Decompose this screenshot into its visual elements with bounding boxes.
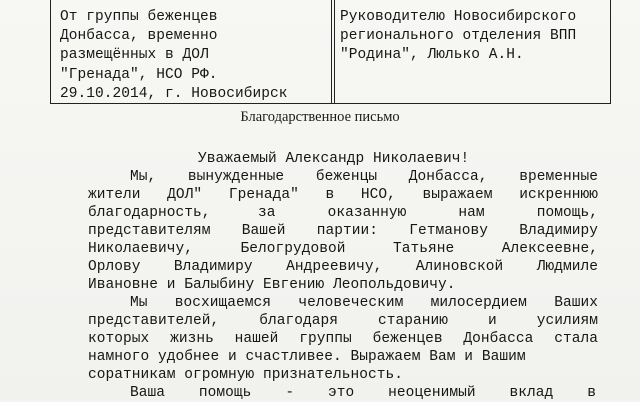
p1-line-4-word-1: представителям [88, 223, 211, 239]
p1-line-4-word-3: партии: [316, 223, 378, 239]
p2-line-1-word-3: человеческим [298, 295, 404, 311]
p2-line-3-word-2: жизнь [170, 331, 214, 347]
header-divider [331, 0, 335, 103]
p1-line-6 [88, 258, 598, 276]
p1-line-1-word-4: Донбасса, [408, 169, 488, 185]
p1-line-7: Ивановне и Балыбину Евгению Леопольдовичу. [88, 277, 456, 293]
p1-line-4-word-4: Гетманову [409, 223, 488, 239]
p1-line-6-word-2: Владимиру [173, 259, 253, 275]
p2-line-2-word-4: и [487, 313, 497, 329]
p2-line-2-word-5: усилиям [536, 313, 598, 329]
p2-line-1 [130, 294, 598, 312]
p2-line-3-word-5: беженцев [372, 331, 443, 347]
p2-line-3-word-1: которых [88, 331, 150, 347]
p1-line-6-word-3: Андреевичу, [286, 259, 383, 275]
p2-line-2 [88, 312, 598, 330]
p2-line-2-word-1: представителей, [88, 313, 220, 329]
p1-line-6-word-1: Орлову [88, 259, 141, 275]
p3-line-1 [130, 384, 596, 402]
p1-line-2-word-4: в [325, 187, 335, 203]
p1-line-2-word-7: искреннюю [519, 187, 598, 203]
p2-line-1-word-2: восхищаемся [174, 295, 272, 311]
p1-line-3-word-4: помощь, [536, 205, 598, 221]
p1-line-3-start: благодарность, [88, 205, 211, 221]
p1-line-2-word-3: Гренада" [228, 187, 299, 203]
p2-line-3 [88, 330, 598, 348]
p1-line-6-word-5: Людмиле [536, 259, 598, 275]
p1-line-2 [88, 186, 598, 204]
p2-line-2-word-2: благодаря [259, 313, 339, 329]
header-table [50, 0, 611, 104]
p3-line-1-word-5: неоценимый [388, 385, 476, 401]
p1-line-1-word-1: Мы, [130, 169, 157, 185]
sender-line-5: 29.10.2014, г. Новосибирск [60, 85, 288, 102]
recipient-cell [340, 8, 576, 66]
sender-line-2: Донбасса, временно [60, 28, 218, 45]
p3-line-1-word-7: в [587, 385, 596, 401]
recipient-line-2: регионального отделения ВПП [340, 28, 577, 45]
p1-line-1-word-2: вынужденные [187, 169, 285, 185]
p1-line-2-word-1: жители [88, 187, 141, 203]
recipient-line-1: Руководителю Новосибирского [340, 9, 577, 25]
p1-line-3-word-1: за [258, 205, 276, 221]
p3-line-1-word-3: - [285, 385, 295, 401]
p1-line-3-word-2: оказанную [327, 205, 407, 221]
p1-line-1-word-5: временные [519, 169, 598, 185]
p1-line-4-word-2: Вашей [241, 223, 286, 239]
p3-line-1-word-4: это [327, 385, 355, 401]
sender-line-4: "Гренада", НСО РФ. [60, 66, 218, 83]
p3-line-1-word-2: помощь [198, 385, 252, 401]
p1-line-5-word-4: Алексеевне, [501, 241, 598, 257]
p1-line-3-rest [258, 204, 598, 222]
p1-line-1 [130, 168, 598, 186]
sender-cell [60, 8, 288, 104]
salutation: Уважаемый Александр Николаевич! [198, 151, 470, 167]
p1-line-5 [88, 240, 598, 258]
p2-line-1-word-5: Ваших [554, 295, 598, 311]
p2-line-2-word-3: старанию [377, 313, 448, 329]
p2-line-1-word-4: милосердием [430, 295, 527, 311]
document-title: Благодарственное письмо [240, 109, 400, 125]
p2-line-5: соратникам огромную признательность. [88, 367, 404, 383]
p1-line-2-word-6: выражаем [422, 187, 493, 203]
p2-line-3-word-6: Донбасса [463, 331, 534, 347]
p2-line-3-word-4: группы [299, 331, 352, 347]
p3-line-1-word-6: вклад [509, 385, 554, 401]
sender-line-3: размещённых в ДОЛ [60, 47, 209, 64]
p1-line-2-word-5: НСО, [360, 187, 396, 203]
p2-line-1-word-1: Мы [130, 295, 148, 311]
p2-line-3-word-7: стала [554, 331, 598, 347]
p1-line-4-word-5: Владимиру [519, 223, 598, 239]
p1-line-3-word-3: нам [458, 205, 485, 221]
p1-line-5-word-1: Николаевичу, [88, 241, 194, 257]
p2-line-4: намного удобнее и счастливее. Выражаем Вам и Вашим [88, 349, 526, 365]
p1-line-1-word-3: беженцы [315, 169, 378, 185]
p1-line-5-word-3: Татьяне [393, 241, 455, 257]
p2-line-3-word-3: нашей [234, 331, 279, 347]
p1-line-4 [88, 222, 598, 240]
sender-line-1: От группы беженцев [60, 9, 218, 25]
p1-line-5-word-2: Белогрудовой [240, 241, 346, 257]
p1-line-6-word-4: Алиновской [415, 259, 504, 275]
p1-line-2-word-2: ДОЛ" [167, 187, 203, 203]
recipient-line-3: "Родина", Люлько А.Н. [340, 47, 524, 64]
p3-line-1-word-1: Ваша [130, 385, 166, 401]
